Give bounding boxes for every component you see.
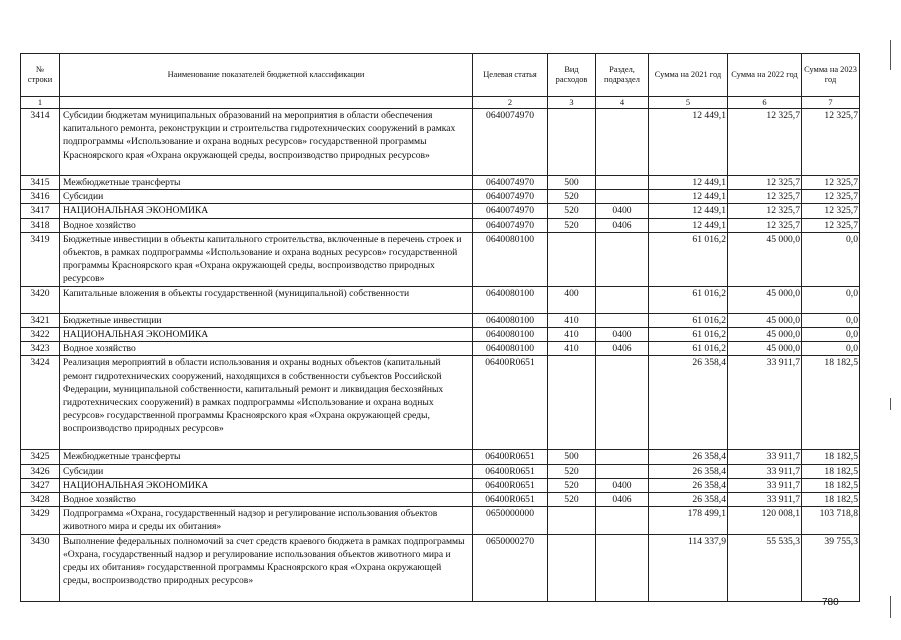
row-name-cell: Подпрограмма «Охрана, государственный надзор и регулирование использования объектов животного мира и среды их обитания» <box>60 507 473 534</box>
target-article-cell: 0640080100 <box>473 286 548 313</box>
section-cell <box>596 450 649 464</box>
column-number: 7 <box>802 97 860 109</box>
sum-2021-cell: 61 016,2 <box>649 286 728 313</box>
section-cell: 0400 <box>596 478 649 492</box>
row-name-cell: Субсидии <box>60 190 473 204</box>
header-target-article: Целевая статья <box>473 54 548 97</box>
row-number-cell: 3422 <box>21 328 60 342</box>
sum-2023-cell: 12 325,7 <box>802 204 860 218</box>
table-row <box>21 507 860 534</box>
expense-type-cell: 520 <box>548 464 596 478</box>
sum-2022-cell: 120 008,1 <box>728 507 802 534</box>
section-cell <box>596 464 649 478</box>
row-name-cell: Реализация мероприятий в области использования и охраны водных объектов (капитальный ремонт гидротехнических сооружений, находящихся в собственности субъектов Российской Федерации, муниципальной собственности, капитальный ремонт и ликвидация бесхозяйных гидротехнических сооружений) в рамках подпрограммы «Использование и охрана водных ресурсов» государственной программы Красноярского края «Охрана окружающей среды, воспроизводство природных ресурсов» <box>60 356 473 450</box>
row-number-cell: 3427 <box>21 478 60 492</box>
row-number-cell: 3424 <box>21 356 60 450</box>
header-sum-2023: Сумма на 2023 год <box>802 54 860 97</box>
section-cell <box>596 232 649 286</box>
sum-2023-cell: 18 182,5 <box>802 356 860 450</box>
table-header-row <box>21 54 860 97</box>
header-section: Раздел, подраздел <box>596 54 649 97</box>
header-expense-type: Вид расходов <box>548 54 596 97</box>
target-article-cell: 06400R0651 <box>473 478 548 492</box>
row-name-cell: Выполнение федеральных полномочий за счет средств краевого бюджета в рамках подпрограммы «Охрана, государственный надзор и регулирование использования объектов животного мира и среды их обитания» государственной программы Красноярского края «Охрана окружающей среды, воспроизводство природных ресурсов» <box>60 534 473 601</box>
sum-2022-cell: 45 000,0 <box>728 286 802 313</box>
table-row <box>21 534 860 601</box>
sum-2022-cell: 33 911,7 <box>728 464 802 478</box>
row-number-cell: 3419 <box>21 232 60 286</box>
column-number <box>60 97 473 109</box>
row-number-cell: 3428 <box>21 493 60 507</box>
target-article-cell: 06400R0651 <box>473 356 548 450</box>
sum-2023-cell: 0,0 <box>802 286 860 313</box>
section-cell <box>596 286 649 313</box>
section-cell <box>596 190 649 204</box>
expense-type-cell <box>548 109 596 176</box>
row-number-cell: 3425 <box>21 450 60 464</box>
row-number-cell: 3426 <box>21 464 60 478</box>
table-row <box>21 218 860 232</box>
table-row <box>21 342 860 356</box>
expense-type-cell: 500 <box>548 450 596 464</box>
table-row <box>21 232 860 286</box>
sum-2022-cell: 45 000,0 <box>728 328 802 342</box>
sum-2022-cell: 45 000,0 <box>728 232 802 286</box>
table-row <box>21 109 860 176</box>
section-cell <box>596 109 649 176</box>
column-number: 4 <box>596 97 649 109</box>
sum-2021-cell: 61 016,2 <box>649 328 728 342</box>
section-cell <box>596 176 649 190</box>
sum-2023-cell: 18 182,5 <box>802 464 860 478</box>
table-row <box>21 464 860 478</box>
section-cell: 0406 <box>596 342 649 356</box>
sum-2021-cell: 26 358,4 <box>649 450 728 464</box>
sum-2021-cell: 12 449,1 <box>649 176 728 190</box>
sum-2021-cell: 26 358,4 <box>649 356 728 450</box>
table-row <box>21 493 860 507</box>
expense-type-cell: 410 <box>548 328 596 342</box>
row-name-cell: Субсидии <box>60 464 473 478</box>
sum-2022-cell: 12 325,7 <box>728 109 802 176</box>
expense-type-cell: 500 <box>548 176 596 190</box>
target-article-cell: 06400R0651 <box>473 493 548 507</box>
expense-type-cell: 520 <box>548 190 596 204</box>
target-article-cell: 0640080100 <box>473 313 548 327</box>
row-number-cell: 3414 <box>21 109 60 176</box>
sum-2023-cell: 12 325,7 <box>802 176 860 190</box>
binder-mark <box>890 40 891 70</box>
row-name-cell: Субсидии бюджетам муниципальных образований на мероприятия в области обеспечения капитального ремонта, реконструкции и строительства гидротехнических сооружений в рамках подпрограммы «Использование и охрана водных ресурсов» государственной программы Красноярского края «Охрана окружающей среды, воспроизводство природных ресурсов» <box>60 109 473 176</box>
header-row-number: № строки <box>21 54 60 97</box>
row-number-cell: 3421 <box>21 313 60 327</box>
sum-2022-cell: 12 325,7 <box>728 204 802 218</box>
row-number-cell: 3430 <box>21 534 60 601</box>
column-number: 1 <box>21 97 60 109</box>
binder-mark <box>890 596 891 618</box>
expense-type-cell: 410 <box>548 342 596 356</box>
table-row <box>21 313 860 327</box>
sum-2023-cell: 0,0 <box>802 313 860 327</box>
table-row <box>21 356 860 450</box>
sum-2021-cell: 12 449,1 <box>649 204 728 218</box>
sum-2021-cell: 26 358,4 <box>649 478 728 492</box>
row-name-cell: НАЦИОНАЛЬНАЯ ЭКОНОМИКА <box>60 204 473 218</box>
table-row <box>21 176 860 190</box>
target-article-cell: 0640074970 <box>473 190 548 204</box>
sum-2021-cell: 114 337,9 <box>649 534 728 601</box>
expense-type-cell: 520 <box>548 218 596 232</box>
column-number: 5 <box>649 97 728 109</box>
target-article-cell: 0640074970 <box>473 204 548 218</box>
sum-2023-cell: 0,0 <box>802 328 860 342</box>
section-cell: 0406 <box>596 493 649 507</box>
sum-2021-cell: 12 449,1 <box>649 190 728 204</box>
sum-2021-cell: 61 016,2 <box>649 313 728 327</box>
target-article-cell: 0640074970 <box>473 109 548 176</box>
sum-2022-cell: 33 911,7 <box>728 450 802 464</box>
row-name-cell: Межбюджетные трансферты <box>60 450 473 464</box>
sum-2023-cell: 0,0 <box>802 342 860 356</box>
sum-2022-cell: 33 911,7 <box>728 356 802 450</box>
expense-type-cell <box>548 356 596 450</box>
row-name-cell: Бюджетные инвестиции <box>60 313 473 327</box>
target-article-cell: 0650000270 <box>473 534 548 601</box>
sum-2022-cell: 33 911,7 <box>728 478 802 492</box>
sum-2022-cell: 12 325,7 <box>728 218 802 232</box>
sum-2023-cell: 39 755,3 <box>802 534 860 601</box>
section-cell <box>596 534 649 601</box>
sum-2021-cell: 12 449,1 <box>649 218 728 232</box>
page-number: 780 <box>822 597 839 608</box>
sum-2022-cell: 33 911,7 <box>728 493 802 507</box>
row-number-cell: 3415 <box>21 176 60 190</box>
sum-2022-cell: 45 000,0 <box>728 342 802 356</box>
sum-2023-cell: 18 182,5 <box>802 478 860 492</box>
target-article-cell: 06400R0651 <box>473 450 548 464</box>
section-cell <box>596 313 649 327</box>
sum-2023-cell: 0,0 <box>802 232 860 286</box>
row-number-cell: 3417 <box>21 204 60 218</box>
row-number-cell: 3423 <box>21 342 60 356</box>
expense-type-cell <box>548 534 596 601</box>
row-name-cell: Водное хозяйство <box>60 342 473 356</box>
target-article-cell: 0640074970 <box>473 218 548 232</box>
row-name-cell: Бюджетные инвестиции в объекты капитального строительства, включенные в перечень строек и объектов, в рамках подпрограммы «Использование и охрана водных ресурсов» государственной программы Красноярского края «Охрана окружающей среды, воспроизводство природных ресурсов» <box>60 232 473 286</box>
row-number-cell: 3418 <box>21 218 60 232</box>
sum-2021-cell: 61 016,2 <box>649 342 728 356</box>
budget-table-sheet <box>20 53 859 602</box>
table-row <box>21 190 860 204</box>
row-name-cell: Межбюджетные трансферты <box>60 176 473 190</box>
section-cell <box>596 356 649 450</box>
table-row <box>21 450 860 464</box>
target-article-cell: 0640074970 <box>473 176 548 190</box>
expense-type-cell <box>548 507 596 534</box>
sum-2023-cell: 18 182,5 <box>802 493 860 507</box>
binder-mark <box>890 398 891 410</box>
target-article-cell: 0640080100 <box>473 232 548 286</box>
sum-2023-cell: 18 182,5 <box>802 450 860 464</box>
header-sum-2022: Сумма на 2022 год <box>728 54 802 97</box>
row-name-cell: Водное хозяйство <box>60 493 473 507</box>
table-row <box>21 286 860 313</box>
expense-type-cell: 410 <box>548 313 596 327</box>
sum-2022-cell: 45 000,0 <box>728 313 802 327</box>
sum-2022-cell: 12 325,7 <box>728 190 802 204</box>
target-article-cell: 06400R0651 <box>473 464 548 478</box>
sum-2023-cell: 103 718,8 <box>802 507 860 534</box>
sum-2023-cell: 12 325,7 <box>802 218 860 232</box>
target-article-cell: 0640080100 <box>473 342 548 356</box>
sum-2022-cell: 55 535,3 <box>728 534 802 601</box>
target-article-cell: 0640080100 <box>473 328 548 342</box>
header-name: Наименование показателей бюджетной классификации <box>60 54 473 97</box>
row-name-cell: Капитальные вложения в объекты государственной (муниципальной) собственности <box>60 286 473 313</box>
sum-2023-cell: 12 325,7 <box>802 109 860 176</box>
column-number: 2 <box>473 97 548 109</box>
column-number: 3 <box>548 97 596 109</box>
sum-2022-cell: 12 325,7 <box>728 176 802 190</box>
target-article-cell: 0650000000 <box>473 507 548 534</box>
expense-type-cell: 520 <box>548 478 596 492</box>
sum-2023-cell: 12 325,7 <box>802 190 860 204</box>
row-name-cell: НАЦИОНАЛЬНАЯ ЭКОНОМИКА <box>60 328 473 342</box>
column-number: 6 <box>728 97 802 109</box>
table-row <box>21 328 860 342</box>
sum-2021-cell: 26 358,4 <box>649 493 728 507</box>
header-sum-2021: Сумма на 2021 год <box>649 54 728 97</box>
section-cell: 0406 <box>596 218 649 232</box>
sum-2021-cell: 178 499,1 <box>649 507 728 534</box>
table-body <box>21 109 860 602</box>
table-row <box>21 478 860 492</box>
row-number-cell: 3420 <box>21 286 60 313</box>
expense-type-cell: 520 <box>548 493 596 507</box>
sum-2021-cell: 12 449,1 <box>649 109 728 176</box>
sum-2021-cell: 26 358,4 <box>649 464 728 478</box>
row-number-cell: 3416 <box>21 190 60 204</box>
column-numbers-row <box>21 97 860 109</box>
row-number-cell: 3429 <box>21 507 60 534</box>
section-cell: 0400 <box>596 204 649 218</box>
sum-2021-cell: 61 016,2 <box>649 232 728 286</box>
expense-type-cell: 400 <box>548 286 596 313</box>
expense-type-cell <box>548 232 596 286</box>
row-name-cell: Водное хозяйство <box>60 218 473 232</box>
expense-type-cell: 520 <box>548 204 596 218</box>
budget-table <box>20 53 860 602</box>
section-cell <box>596 507 649 534</box>
table-row <box>21 204 860 218</box>
section-cell: 0400 <box>596 328 649 342</box>
row-name-cell: НАЦИОНАЛЬНАЯ ЭКОНОМИКА <box>60 478 473 492</box>
